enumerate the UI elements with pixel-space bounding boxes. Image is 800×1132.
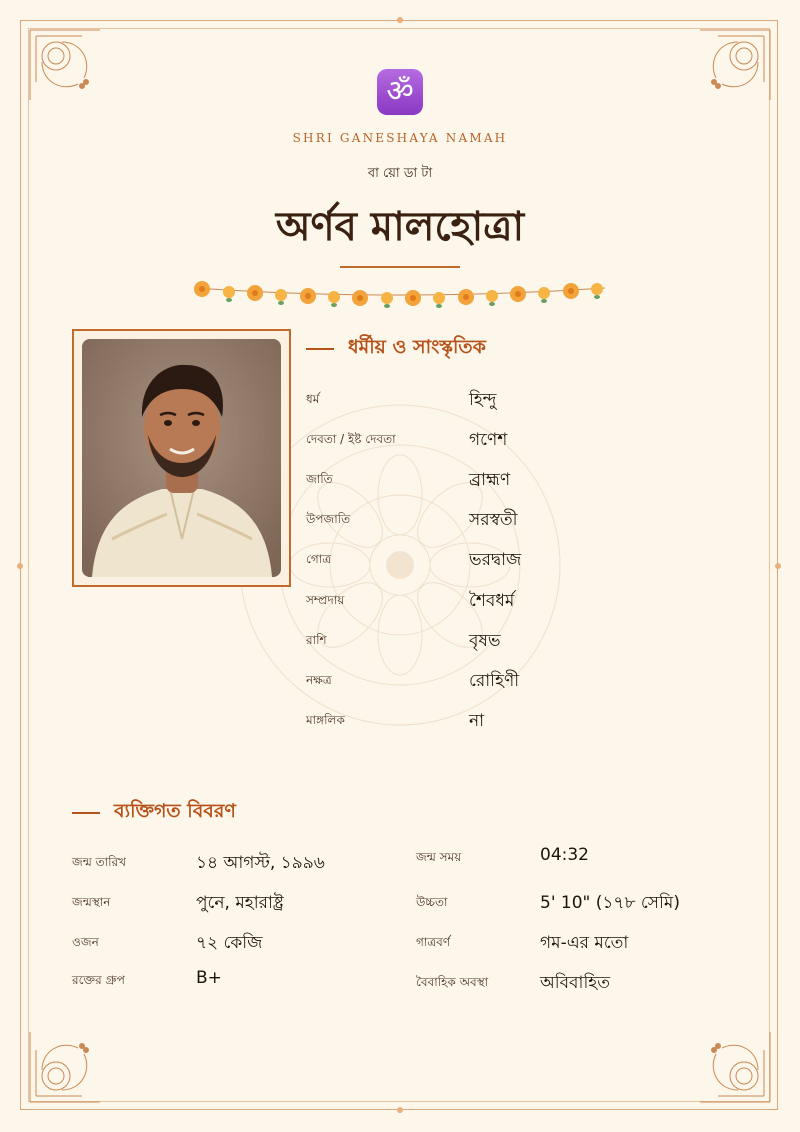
photo-frame bbox=[72, 329, 291, 587]
portrait-illustration-icon bbox=[82, 339, 281, 577]
marital-status-label: বৈবাহিক অবস্থা bbox=[416, 975, 489, 989]
marigold-garland-icon bbox=[190, 280, 610, 310]
blood-group-value: B+ bbox=[196, 968, 222, 988]
rashi-label: রাশি bbox=[306, 633, 327, 647]
subcaste-value: সরস্বতী bbox=[469, 510, 518, 530]
personal-section-title: ব্যক্তিগত বিবরণ bbox=[114, 800, 236, 822]
birthplace-label: জন্মস্থান bbox=[72, 895, 111, 909]
om-icon: ॐ bbox=[377, 69, 423, 115]
heading-dash bbox=[306, 348, 334, 350]
dob-label: জন্ম তারিখ bbox=[72, 855, 127, 869]
edge-dot-icon bbox=[775, 563, 781, 569]
birth-time-value: 04:32 bbox=[540, 845, 589, 865]
complexion-label: গাত্রবর্ণ bbox=[416, 935, 451, 949]
dob-value: ১৪ আগস্ট, ১৯৯৬ bbox=[196, 853, 325, 873]
nakshatra-value: রোহিণী bbox=[469, 671, 520, 691]
subcaste-label: উপজাতি bbox=[306, 512, 351, 526]
caste-value: ব্রাহ্মণ bbox=[469, 470, 511, 490]
weight-value: ৭২ কেজি bbox=[196, 933, 263, 953]
religion-label: ধর্ম bbox=[306, 392, 320, 406]
birthplace-value: পুনে, মহারাষ্ট্র bbox=[196, 893, 284, 913]
profile-photo bbox=[82, 339, 281, 577]
corner-ornament-icon bbox=[22, 22, 108, 108]
sect-value: শৈবধর্ম bbox=[469, 591, 515, 611]
personal-section-heading bbox=[72, 797, 236, 829]
height-value: 5' 10" (১৭৮ সেমি) bbox=[540, 893, 680, 913]
manglik-value: না bbox=[469, 711, 485, 731]
birth-time-label: জন্ম সময় bbox=[416, 850, 462, 864]
blood-group-label: রক্তের গ্রুপ bbox=[72, 973, 125, 987]
nakshatra-label: নক্ষত্র bbox=[306, 673, 332, 687]
heading-dash bbox=[72, 812, 100, 814]
caste-label: জাতি bbox=[306, 472, 333, 486]
edge-dot-icon bbox=[397, 17, 403, 23]
height-label: উচ্চতা bbox=[416, 895, 448, 909]
corner-ornament-icon bbox=[692, 22, 778, 108]
rashi-value: বৃষভ bbox=[469, 631, 501, 651]
edge-dot-icon bbox=[397, 1107, 403, 1113]
deity-value: গণেশ bbox=[469, 430, 508, 450]
sect-label: সম্প্রদায় bbox=[306, 593, 345, 607]
complexion-value: গম-এর মতো bbox=[540, 933, 629, 953]
title-divider bbox=[340, 266, 460, 268]
marital-status-value: অবিবাহিত bbox=[540, 973, 610, 993]
document-type: বা য়ো ডা টা bbox=[367, 166, 433, 181]
deity-label: দেবতা / ইষ্ট দেবতা bbox=[306, 432, 396, 446]
gotra-value: ভরদ্বাজ bbox=[469, 550, 522, 570]
weight-label: ওজন bbox=[72, 935, 99, 949]
edge-dot-icon bbox=[17, 563, 23, 569]
corner-ornament-icon bbox=[692, 1024, 778, 1110]
religious-section-heading bbox=[306, 333, 486, 365]
religion-value: হিন্দু bbox=[469, 390, 497, 410]
blessing-text: SHRI GANESHAYA NAMAH bbox=[292, 131, 508, 145]
corner-ornament-icon bbox=[22, 1024, 108, 1110]
candidate-name: অর্ণব মালহোত্রা bbox=[275, 203, 525, 250]
manglik-label: মাঙ্গলিক bbox=[306, 713, 345, 727]
gotra-label: গোত্র bbox=[306, 552, 332, 566]
religious-section-title: ধর্মীয় ও সাংস্কৃতিক bbox=[348, 336, 486, 358]
